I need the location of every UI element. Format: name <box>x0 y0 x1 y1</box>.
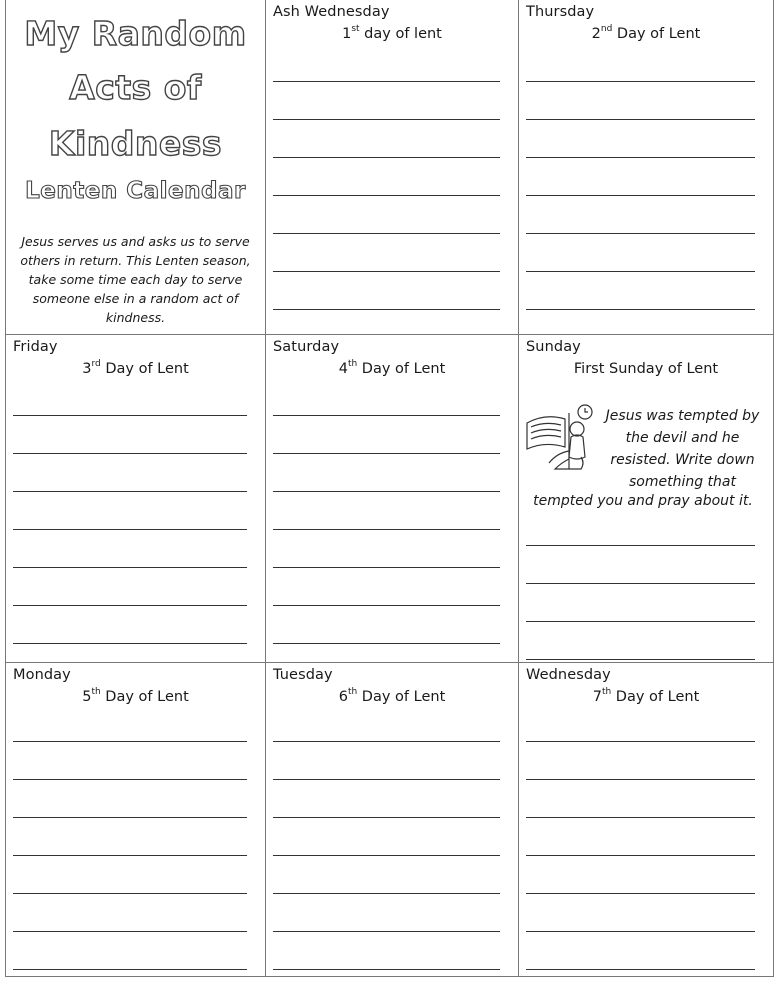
writing-line[interactable] <box>13 779 247 780</box>
day-cell-sunday <box>519 335 773 662</box>
title-cell <box>6 0 265 334</box>
title-line-1: My Random <box>24 14 247 53</box>
writing-line[interactable] <box>526 309 755 310</box>
day-name: Friday <box>13 339 58 355</box>
writing-line[interactable] <box>526 157 755 158</box>
writing-line[interactable] <box>526 817 755 818</box>
writing-line[interactable] <box>13 529 247 530</box>
writing-line[interactable] <box>526 119 755 120</box>
writing-line[interactable] <box>13 453 247 454</box>
writing-line[interactable] <box>273 605 500 606</box>
writing-line[interactable] <box>273 309 500 310</box>
writing-line[interactable] <box>273 491 500 492</box>
writing-line[interactable] <box>526 893 755 894</box>
writing-line[interactable] <box>273 529 500 530</box>
writing-line[interactable] <box>526 855 755 856</box>
sunday-prompt: Jesus was tempted by the devil and he resisted. Write down something that <box>605 408 760 490</box>
day-name: Monday <box>13 667 71 683</box>
day-cell-tuesday <box>266 663 518 976</box>
writing-line[interactable] <box>273 779 500 780</box>
writing-line[interactable] <box>526 969 755 970</box>
writing-line[interactable] <box>526 233 755 234</box>
writing-line[interactable] <box>273 741 500 742</box>
writing-line[interactable] <box>13 741 247 742</box>
writing-line[interactable] <box>13 855 247 856</box>
day-cell-saturday <box>266 335 518 662</box>
writing-line[interactable] <box>526 195 755 196</box>
writing-line[interactable] <box>273 969 500 970</box>
day-subtitle: 6th Day of Lent <box>338 687 446 705</box>
writing-line[interactable] <box>273 453 500 454</box>
writing-line[interactable] <box>273 233 500 234</box>
writing-line[interactable] <box>273 157 500 158</box>
writing-line[interactable] <box>13 567 247 568</box>
day-subtitle: First Sunday of Lent <box>573 361 719 377</box>
day-subtitle: 2nd Day of Lent <box>591 24 701 42</box>
writing-line[interactable] <box>13 491 247 492</box>
writing-line[interactable] <box>13 817 247 818</box>
writing-line[interactable] <box>526 271 755 272</box>
writing-line[interactable] <box>526 545 755 546</box>
day-name: Ash Wednesday <box>273 4 390 20</box>
writing-line[interactable] <box>526 81 755 82</box>
writing-line[interactable] <box>526 583 755 584</box>
writing-line[interactable] <box>13 931 247 932</box>
writing-line[interactable] <box>526 659 755 660</box>
day-name: Tuesday <box>273 667 333 683</box>
subtitle: Lenten Calendar <box>25 178 246 204</box>
day-subtitle: 5th Day of Lent <box>82 687 189 705</box>
day-cell-thursday <box>519 0 773 334</box>
writing-line[interactable] <box>273 271 500 272</box>
day-cell-wednesday <box>519 663 773 976</box>
writing-line[interactable] <box>526 621 755 622</box>
day-subtitle: 4th Day of Lent <box>338 359 446 377</box>
writing-line[interactable] <box>273 817 500 818</box>
lenten-calendar-grid <box>5 0 774 977</box>
day-subtitle: 3rd Day of Lent <box>82 359 189 377</box>
writing-line[interactable] <box>273 195 500 196</box>
day-name: Thursday <box>526 4 595 20</box>
title-line-2: Acts of <box>69 68 202 107</box>
day-name: Sunday <box>526 339 581 355</box>
day-subtitle: 7th Day of Lent <box>592 687 700 705</box>
praying-child-icon <box>525 403 597 473</box>
writing-line[interactable] <box>526 741 755 742</box>
writing-line[interactable] <box>13 605 247 606</box>
day-name: Saturday <box>273 339 340 355</box>
writing-line[interactable] <box>13 893 247 894</box>
writing-line[interactable] <box>273 643 500 644</box>
writing-line[interactable] <box>526 931 755 932</box>
day-subtitle: 1st day of lent <box>342 24 442 42</box>
day-name: Wednesday <box>526 667 611 683</box>
writing-line[interactable] <box>273 119 500 120</box>
day-cell-friday <box>6 335 265 662</box>
writing-line[interactable] <box>13 969 247 970</box>
writing-line[interactable] <box>273 81 500 82</box>
day-cell-monday <box>6 663 265 976</box>
writing-line[interactable] <box>273 931 500 932</box>
writing-line[interactable] <box>273 415 500 416</box>
writing-line[interactable] <box>13 643 247 644</box>
sunday-prompt-end: tempted you and pray about it. <box>533 493 753 509</box>
writing-line[interactable] <box>526 779 755 780</box>
writing-line[interactable] <box>273 567 500 568</box>
writing-line[interactable] <box>13 415 247 416</box>
writing-line[interactable] <box>273 855 500 856</box>
writing-line[interactable] <box>273 893 500 894</box>
title-line-3: Kindness <box>48 124 223 163</box>
intro-text: Jesus serves us and asks us to serve others in return. This Lenten season, take some time each day to serve someone else in a random act of kindness. <box>20 234 251 325</box>
day-cell-ash-wednesday <box>266 0 518 334</box>
